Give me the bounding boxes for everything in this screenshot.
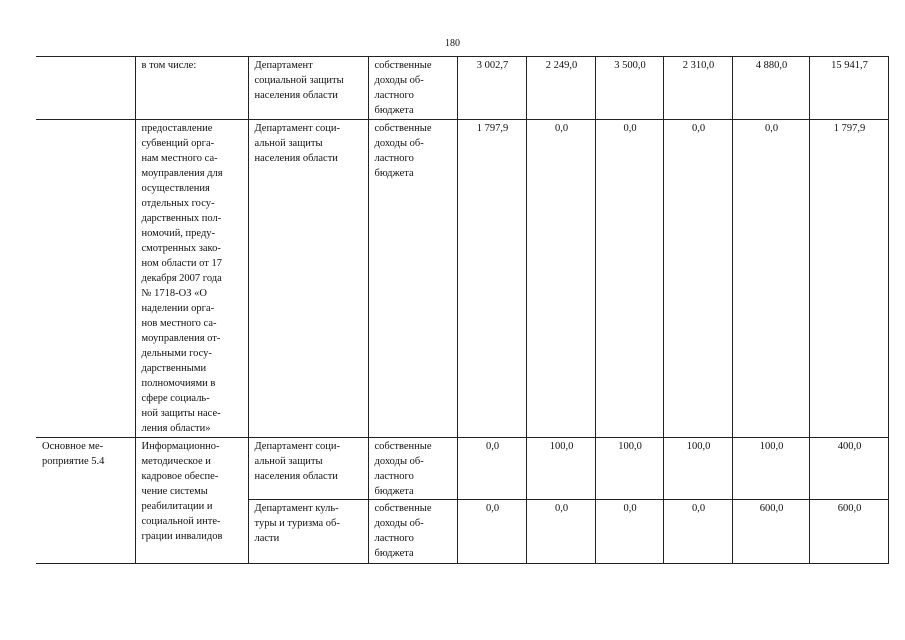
funding-source-cell: собственные доходы об- ластного бюджета [368,120,457,438]
department-cell: Департамент соци- альной защиты населения области [248,120,368,438]
value-cell: 3 002,7 [457,57,526,120]
value-cell: 100,0 [663,438,732,500]
department-cell: Департамент куль- туры и туризма об- ласти [248,500,368,564]
value-cell: 600,0 [732,500,809,564]
funding-source-cell: собственные доходы об- ластного бюджета [368,57,457,120]
value-cell: 0,0 [595,500,663,564]
funding-source-cell: собственные доходы об- ластного бюджета [368,438,457,500]
total-cell: 400,0 [809,438,888,500]
value-cell: 1 797,9 [457,120,526,438]
subitem-cell: в том числе: [135,57,248,120]
measure-cell [36,57,135,120]
total-cell: 1 797,9 [809,120,888,438]
table-row [36,57,888,120]
value-cell: 100,0 [595,438,663,500]
subitem-cell: предоставление субвенций орга- нам местного са- моуправления для осуществления отдельных госу- дарственных пол- номочий, преду- смотренных зако- ном области от 17 декабря 2007 года № 1718-ОЗ «О наделении орга- нов местного са- моуправления от- дельными госу- дарственными полномочиями в сфере социаль- ной защиты насе- ления области» [135,120,248,438]
page-number: 180 [445,38,460,49]
value-cell: 4 880,0 [732,57,809,120]
table-row [36,438,888,500]
value-cell: 0,0 [526,120,595,438]
table-row [36,120,888,438]
funding-source-cell: собственные доходы об- ластного бюджета [368,500,457,564]
value-cell: 0,0 [457,438,526,500]
value-cell: 0,0 [526,500,595,564]
budget-table [36,56,889,564]
value-cell: 2 310,0 [663,57,732,120]
value-cell: 0,0 [732,120,809,438]
value-cell: 0,0 [663,120,732,438]
value-cell: 2 249,0 [526,57,595,120]
value-cell: 3 500,0 [595,57,663,120]
total-cell: 600,0 [809,500,888,564]
department-cell: Департамент соци- альной защиты населения области [248,438,368,500]
measure-cell [36,120,135,438]
total-cell: 15 941,7 [809,57,888,120]
subitem-cell: Информационно- методическое и кадровое обеспе- чение системы реабилитации и социальной инте- грации инвалидов [135,438,248,564]
value-cell: 0,0 [663,500,732,564]
value-cell: 0,0 [457,500,526,564]
value-cell: 0,0 [595,120,663,438]
value-cell: 100,0 [732,438,809,500]
department-cell: Департамент социальной защиты населения области [248,57,368,120]
measure-cell: Основное ме- роприятие 5.4 [36,438,135,564]
value-cell: 100,0 [526,438,595,500]
